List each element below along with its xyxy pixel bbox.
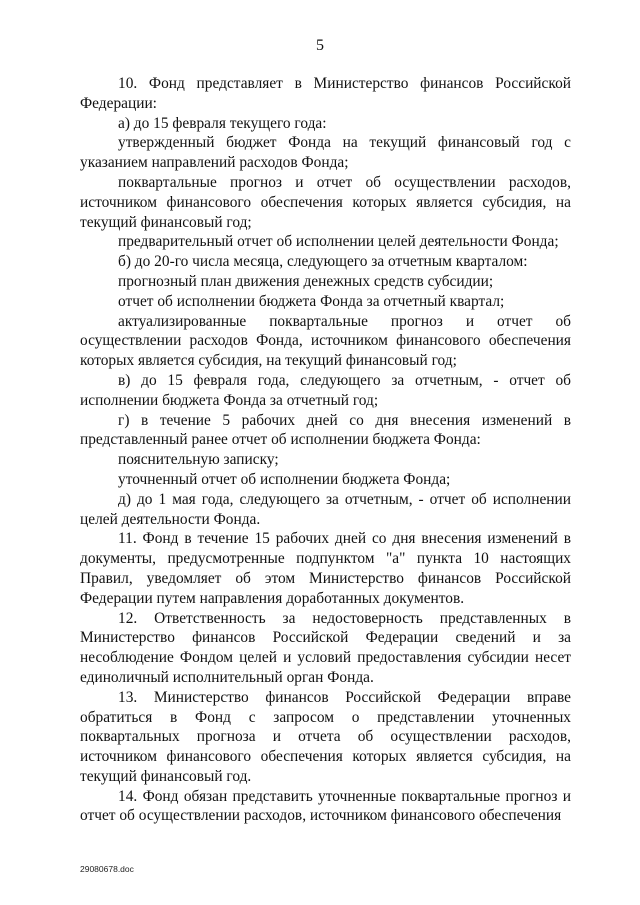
paragraph-13: 13. Министерство финансов Российской Федерации вправе обратиться в Фонд с запросом о представлении уточненных поквартальных прогноза и отчета об осуществлении расходов, источником финансового обеспечения которых является субсидия, на текущий финансовый год. <box>80 688 571 785</box>
subitem-v: в) до 15 февраля года, следующего за отчетным, - отчет об исполнении бюджета Фонда за отчетный год; <box>80 371 571 409</box>
paragraph-text: утвержденный бюджет Фонда на текущий финансовый год с указанием направлений расходов Фонда; <box>80 134 571 172</box>
paragraph-10: 10. Фонд представляет в Министерство финансов Российской Федерации: <box>80 75 571 112</box>
paragraph-text: предварительный отчет об исполнении целей деятельности Фонда; <box>118 233 559 251</box>
paragraph-text: пояснительную записку; <box>118 451 279 469</box>
subitem-d: д) до 1 мая года, следующего за отчетным, - отчет об исполнении целей деятельности Фонда. <box>80 490 571 528</box>
footer-filename: 29080678.doc <box>80 864 134 874</box>
subitem-g: г) в течение 5 рабочих дней со дня внесения изменений в представленный ранее отчет об исполнении бюджета Фонда: <box>80 411 571 449</box>
paragraph-11: 11. Фонд в течение 15 рабочих дней со дня внесения изменений в документы, предусмотренные подпунктом "а" пункта 10 настоящих Правил, уведомляет об этом Министерство финансов Российской Федерации путем направления доработанных документов. <box>80 530 571 607</box>
paragraph-12: 12. Ответственность за недостоверность представленных в Министерство финансов Российской Федерации сведений и за несоблюдение Фондом целей и условий предоставления субсидии несет единоличный исполнительный орган Фонда. <box>80 609 571 686</box>
subitem-b: б) до 20-го числа месяца, следующего за отчетным кварталом: <box>118 253 528 271</box>
page-number: 5 <box>316 37 324 54</box>
paragraph-text: поквартальные прогноз и отчет об осуществлении расходов, источником финансового обеспечения которых является субсидия, на текущий финансовый год; <box>80 173 571 231</box>
paragraph-text: уточненный отчет об исполнении бюджета Фонда; <box>118 470 451 488</box>
paragraph-text: прогнозный план движения денежных средств субсидии; <box>118 272 494 290</box>
paragraph-text: отчет об исполнении бюджета Фонда за отчетный квартал; <box>118 292 505 310</box>
subitem-a: а) до 15 февраля текущего года: <box>118 114 327 132</box>
paragraph-text: актуализированные поквартальные прогноз и отчет об осуществлении расходов Фонда, источником финансового обеспечения которых является субсидия, на текущий финансовый год; <box>80 312 571 370</box>
document-body <box>80 74 571 826</box>
paragraph-14: 14. Фонд обязан представить уточненные поквартальные прогноз и отчет об осуществлении расходов, источником финансового обеспечения <box>80 787 571 825</box>
